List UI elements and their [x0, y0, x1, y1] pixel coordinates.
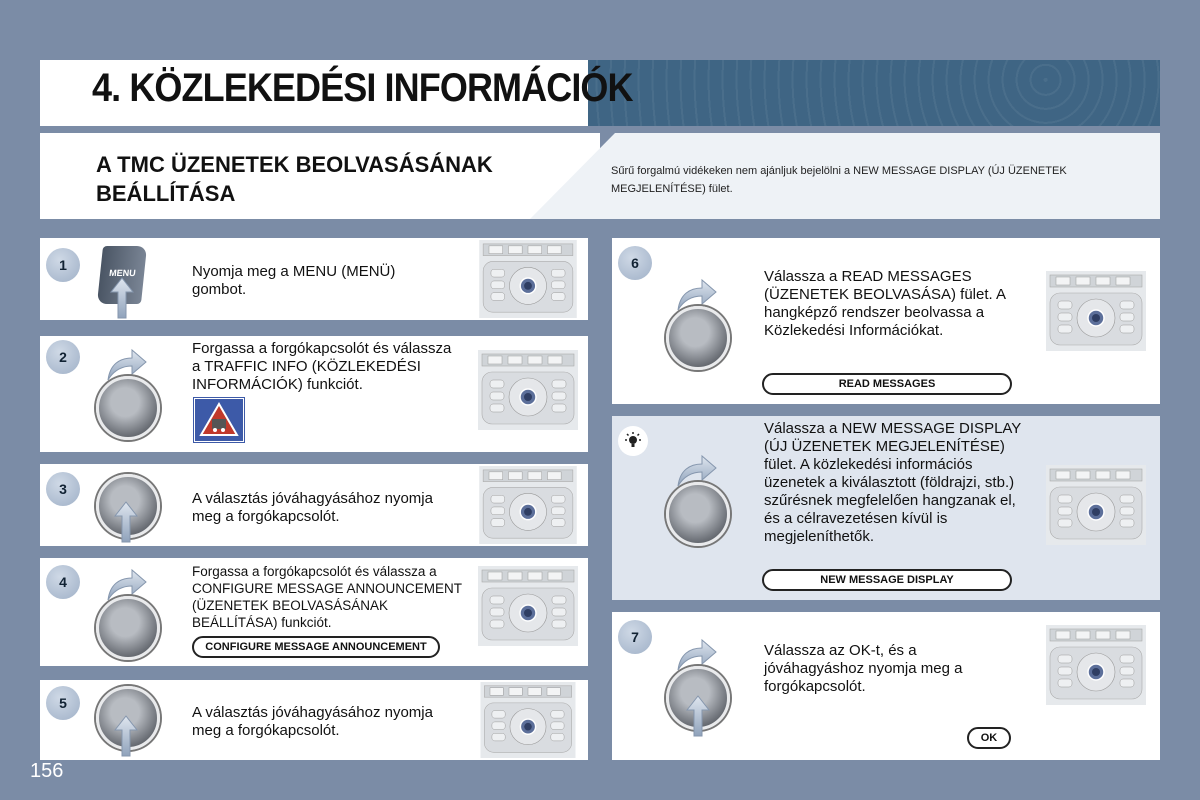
- control-panel-image: [478, 566, 578, 646]
- step-number: 4: [46, 565, 80, 599]
- step-2-text: Forgassa a forgókapcsolót és válassza a TRAFFIC INFO (KÖZLEKEDÉSI INFORMÁCIÓK) funkciót.: [192, 340, 452, 393]
- step-1-text-rest: gombot.: [192, 281, 247, 298]
- step-number: 7: [618, 620, 652, 654]
- step-5-text: A választás jóváhagyásához nyomja meg a forgókapcsolót.: [192, 704, 433, 739]
- control-panel-image: [478, 240, 578, 318]
- rotary-knob-icon: [666, 306, 730, 370]
- control-panel-image: [478, 682, 578, 758]
- section-note: Sűrű forgalmú vidékeken nem ajánljuk bejelölni a NEW MESSAGE DISPLAY (ÚJ ÜZENETEK MEGJELENÍTÉSE) fület.: [611, 165, 1067, 195]
- press-arrow-icon: [114, 500, 138, 544]
- page-title: 4. KÖZLEKEDÉSI INFORMÁCIÓK: [92, 66, 633, 110]
- read-messages-button[interactable]: READ MESSAGES: [762, 373, 1012, 395]
- new-message-display-button[interactable]: NEW MESSAGE DISPLAY: [762, 569, 1012, 591]
- section-title: [96, 150, 493, 208]
- step-7-text: Válassza az OK-t, és a jóváhagyáshoz nyomja meg a forgókapcsolót.: [764, 642, 963, 695]
- control-panel-image: [1046, 462, 1146, 548]
- menu-button-label: MENU: [108, 268, 137, 278]
- rotary-knob-icon: [96, 596, 160, 660]
- step-4-text: Forgassa a forgókapcsolót és válassza a CONFIGURE MESSAGE ANNOUNCEMENT (ÜZENETEK BEOLVASÁSÁNAK BEÁLLÍTÁSA) funkciót.: [192, 564, 462, 630]
- section-title-line1: A TMC ÜZENETEK BEOLVASÁSÁNAK: [96, 152, 493, 177]
- section-title-line2: BEÁLLÍTÁSA: [96, 181, 236, 206]
- step-number: 3: [46, 472, 80, 506]
- step-number: 1: [46, 248, 80, 282]
- configure-message-announcement-button[interactable]: CONFIGURE MESSAGE ANNOUNCEMENT: [192, 636, 440, 658]
- press-arrow-icon: [114, 714, 138, 758]
- control-panel-image: [1046, 268, 1146, 354]
- press-arrow-icon: [686, 694, 710, 738]
- page-number: 156: [30, 760, 64, 782]
- title-decoration: [588, 60, 1160, 126]
- step-3-text: A választás jóváhagyásához nyomja meg a forgókapcsolót.: [192, 490, 433, 525]
- rotary-knob-icon: [666, 482, 730, 546]
- step-1-text-bold: Nyomja meg a MENU (MENÜ): [192, 263, 396, 280]
- step-6-text: Válassza a READ MESSAGES (ÜZENETEK BEOLVASÁSA) fület. A hangképző rendszer beolvassa a Közlekedési Információkat.: [764, 268, 1006, 339]
- step-number: 5: [46, 686, 80, 720]
- step-number: 2: [46, 340, 80, 374]
- step-1-text: [192, 263, 452, 299]
- lightbulb-icon: [618, 426, 648, 456]
- traffic-info-icon: [194, 398, 244, 442]
- step-number: 6: [618, 246, 652, 280]
- control-panel-image: [478, 466, 578, 544]
- press-arrow-icon: [110, 276, 134, 320]
- control-panel-image: [478, 350, 578, 430]
- ok-button[interactable]: OK: [967, 727, 1011, 749]
- control-panel-image: [1046, 622, 1146, 708]
- rotary-knob-icon: [96, 376, 160, 440]
- tip-text: Válassza a NEW MESSAGE DISPLAY (ÚJ ÜZENETEK MEGJELENÍTÉSE) fület. A közlekedési információs üzenetek a kiválasztott (földrajzi, stb.) szűrésnek megfelelően hangzanak el, és a célravezetésen kívül is megjeleníthetők.: [764, 420, 1022, 545]
